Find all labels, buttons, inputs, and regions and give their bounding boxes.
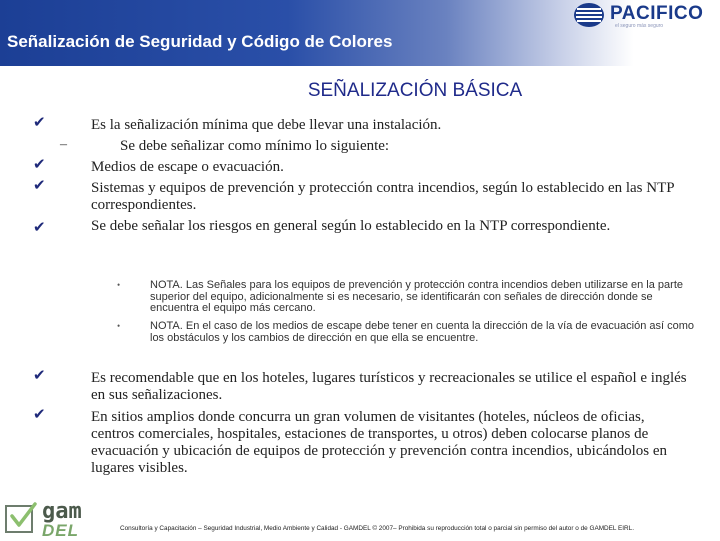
sub-intro-text: Se debe señalizar como mínimo lo siguiente: — [120, 138, 390, 154]
note-item: NOTA. En el caso de los medios de escape debe tener en cuenta la dirección de la vía de evacuación así como los obstáculos y los cambios de dirección en que ella se encuentre. — [150, 320, 695, 344]
check-mark-icon: ✔ — [33, 220, 46, 236]
check-mark-icon: ✔ — [33, 115, 46, 131]
gamdel-logo-line1: gam — [42, 499, 82, 524]
pacifico-logo-name: PACIFICO — [610, 3, 704, 24]
note-item: NOTA. Las Señales para los equipos de prevención y protección contra incendios deben utilizarse en la parte superior del equipo, adicionalmente si es necesario, se identificarán con señales de dirección donde se encuentra el equipo más cercano. — [150, 279, 684, 314]
list-item: Sistemas y equipos de prevención y protección contra incendios, según lo establecido en las NTP correspondientes. — [91, 180, 675, 213]
slide-header-title: Señalización de Seguridad y Código de Colores — [7, 32, 393, 51]
intro-text: Es la señalización mínima que debe llevar una instalación. — [91, 117, 442, 133]
gamdel-logo-line2: DEL — [42, 521, 79, 540]
section-title: SEÑALIZACIÓN BÁSICA — [307, 80, 523, 101]
logo-check-icon — [8, 501, 38, 531]
recommendation-item: Es recomendable que en los hoteles, lugares turísticos y recreacionales se utilice el español e inglés en sus señalizaciones. — [91, 370, 687, 403]
check-mark-icon: ✔ — [33, 178, 46, 194]
list-item: Medios de escape o evacuación. — [91, 159, 284, 175]
dash-marker: – — [60, 137, 67, 152]
note-bullet: • — [117, 280, 121, 290]
note-bullet: • — [117, 321, 121, 331]
recommendation-item: En sitios amplios donde concurra un gran volumen de visitantes (hoteles, núcleos de oficias, centros comerciales, hospitales, estaciones de transportes, u otros) deben colocarse planos de evacuación y ubicación de equipos de protección y prevención contra incendios, ubicándolos en lugares visibles. — [91, 409, 668, 476]
gamdel-logo — [2, 499, 104, 539]
pacifico-logo-icon — [573, 2, 605, 28]
check-mark-icon: ✔ — [33, 157, 46, 173]
check-mark-icon: ✔ — [33, 407, 46, 423]
footer-copyright: Consultoría y Capacitación – Seguridad Industrial, Medio Ambiente y Calidad - GAMDEL © 2007– Prohibida su reproducción total o parcial sin permiso del autor o de GAMDEL EIRL. — [120, 525, 634, 532]
header-band — [0, 0, 720, 66]
pacifico-logo — [573, 2, 718, 32]
pacifico-logo-tagline: el seguro más seguro — [615, 23, 664, 29]
check-mark-icon: ✔ — [33, 368, 46, 384]
list-item: Se debe señalar los riesgos en general según lo establecido en la NTP correspondiente. — [91, 218, 611, 234]
